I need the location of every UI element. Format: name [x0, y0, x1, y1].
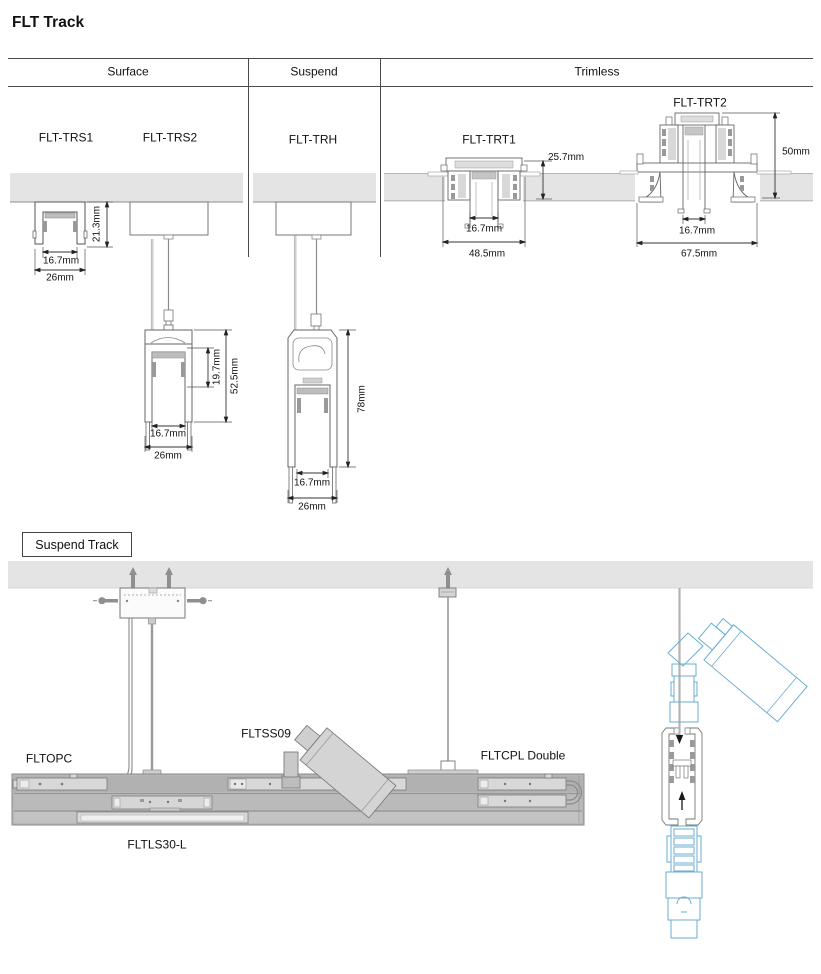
column-header-trimless: Trimless [574, 64, 620, 79]
trh-canopy [276, 202, 351, 332]
product-label-trh: FLT-TRH [288, 132, 338, 147]
trs1-height-dim: 21.3mm [91, 205, 103, 243]
trt2-depth-dim: 50mm [782, 146, 810, 158]
trt1-inner-width-dim: 16.7mm [465, 223, 503, 235]
trs2-outer-width-dim: 26mm [154, 450, 182, 462]
trt1-depth-dim: 25.7mm [548, 152, 585, 163]
product-label-trt1: FLT-TRT1 [462, 132, 516, 147]
column-header-surface: Surface [107, 64, 149, 79]
trt2-inner-width-dim: 16.7mm [678, 225, 716, 237]
trs1-outer-width-dim: 26mm [46, 272, 74, 284]
suspension-wire-assembly [408, 567, 478, 774]
section-label-suspend-track: Suspend Track [22, 532, 132, 557]
trh-inner-width-dim: 16.7mm [293, 477, 331, 489]
product-label-trs2: FLT-TRS2 [142, 130, 198, 145]
component-label-fltss09: FLTSS09 [241, 726, 291, 741]
trh-height-dim: 78mm [356, 385, 368, 413]
component-label-fltls30: FLTLS30-L [127, 837, 187, 852]
product-label-trs1: FLT-TRS1 [38, 130, 94, 145]
page-title: FLT Track [12, 14, 85, 31]
trs2-canopy [130, 202, 208, 330]
column-header-suspend: Suspend [290, 64, 338, 79]
component-label-fltcpl: FLTCPL Double [480, 748, 566, 763]
exploded-track-section [662, 728, 702, 825]
canopy-assembly [93, 567, 212, 783]
trh-outer-width-dim: 26mm [298, 501, 326, 513]
trs2-inner-width-dim: 16.7mm [149, 428, 187, 440]
trt2-cutout-width-dim: 67.5mm [680, 248, 718, 260]
suspend-ceiling-band [8, 561, 813, 588]
trs1-profile [33, 202, 87, 244]
trs2-inner-depth-dim: 19.7mm [211, 348, 223, 386]
trt1-cutout-width-dim: 48.5mm [468, 248, 506, 260]
ceiling-bands [10, 173, 813, 202]
product-label-trt2: FLT-TRT2 [673, 95, 727, 110]
trs1-inner-width-dim: 16.7mm [42, 255, 80, 267]
component-label-fltopc: FLTOPC [25, 751, 73, 766]
trs2-height-dim: 52.5mm [229, 357, 241, 395]
